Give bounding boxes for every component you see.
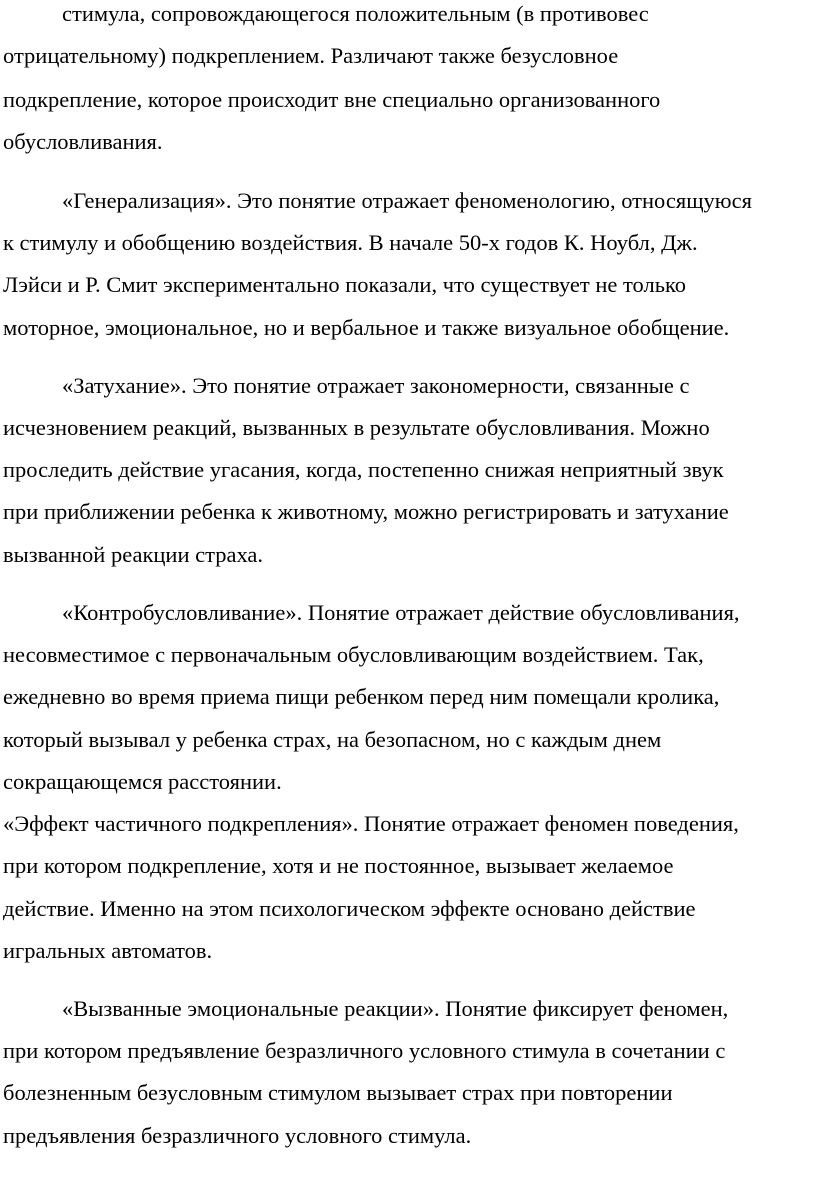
text-line: игральных автоматов.: [3, 938, 213, 963]
text-line: при приближении ребенка к животному, можно регистрировать и затухание: [3, 499, 729, 524]
text-line: обусловливания.: [3, 129, 163, 154]
text-line: предъявления безразличного условного стимула.: [3, 1123, 472, 1148]
text-line: стимула, сопровождающегося положительным (в противовес: [62, 1, 649, 26]
text-line: «Эффект частичного подкрепления». Понятие отражает феномен поведения,: [3, 811, 739, 836]
text-line: сокращающемся расстоянии.: [3, 769, 282, 794]
text-line: при котором подкрепление, хотя и не постоянное, вызывает желаемое: [3, 853, 674, 878]
text-line: исчезновением реакций, вызванных в результате обусловливания. Можно: [3, 415, 710, 440]
text-line: «Затухание». Это понятие отражает закономерности, связанные с: [62, 373, 690, 398]
text-line: отрицательному) подкреплением. Различают также безусловное: [3, 43, 619, 68]
text-line: действие. Именно на этом психологическом эффекте основано действие: [3, 896, 696, 921]
text-line: «Контробусловливание». Понятие отражает действие обусловливания,: [62, 600, 740, 625]
text-line: несовместимое с первоначальным обусловливающим воздействием. Так,: [3, 642, 704, 667]
text-line: проследить действие угасания, когда, постепенно снижая неприятный звук: [3, 457, 724, 482]
text-line: к стимулу и обобщению воздействия. В начале 50-х годов К. Ноубл, Дж.: [3, 230, 698, 255]
text-line: болезненным безусловным стимулом вызывает страх при повторении: [3, 1080, 673, 1105]
text-line: «Вызванные эмоциональные реакции». Понятие фиксирует феномен,: [62, 996, 729, 1021]
text-line: моторное, эмоциональное, но и вербальное и также визуальное обобщение.: [3, 315, 730, 340]
text-line: при котором предъявление безразличного условного стимула в сочетании с: [3, 1038, 726, 1063]
text-line: ежедневно во время приема пищи ребенком перед ним помещали кролика,: [3, 684, 720, 709]
text-line: который вызывал у ребенка страх, на безопасном, но с каждым днем: [3, 727, 662, 752]
text-line: «Генерализация». Это понятие отражает феноменологию, относящуюся: [62, 188, 752, 213]
text-line: подкрепление, которое происходит вне специально организованного: [3, 87, 661, 112]
text-line: Лэйси и Р. Смит экспериментально показали, что существует не только: [3, 272, 687, 297]
text-line: вызванной реакции страха.: [3, 542, 264, 567]
